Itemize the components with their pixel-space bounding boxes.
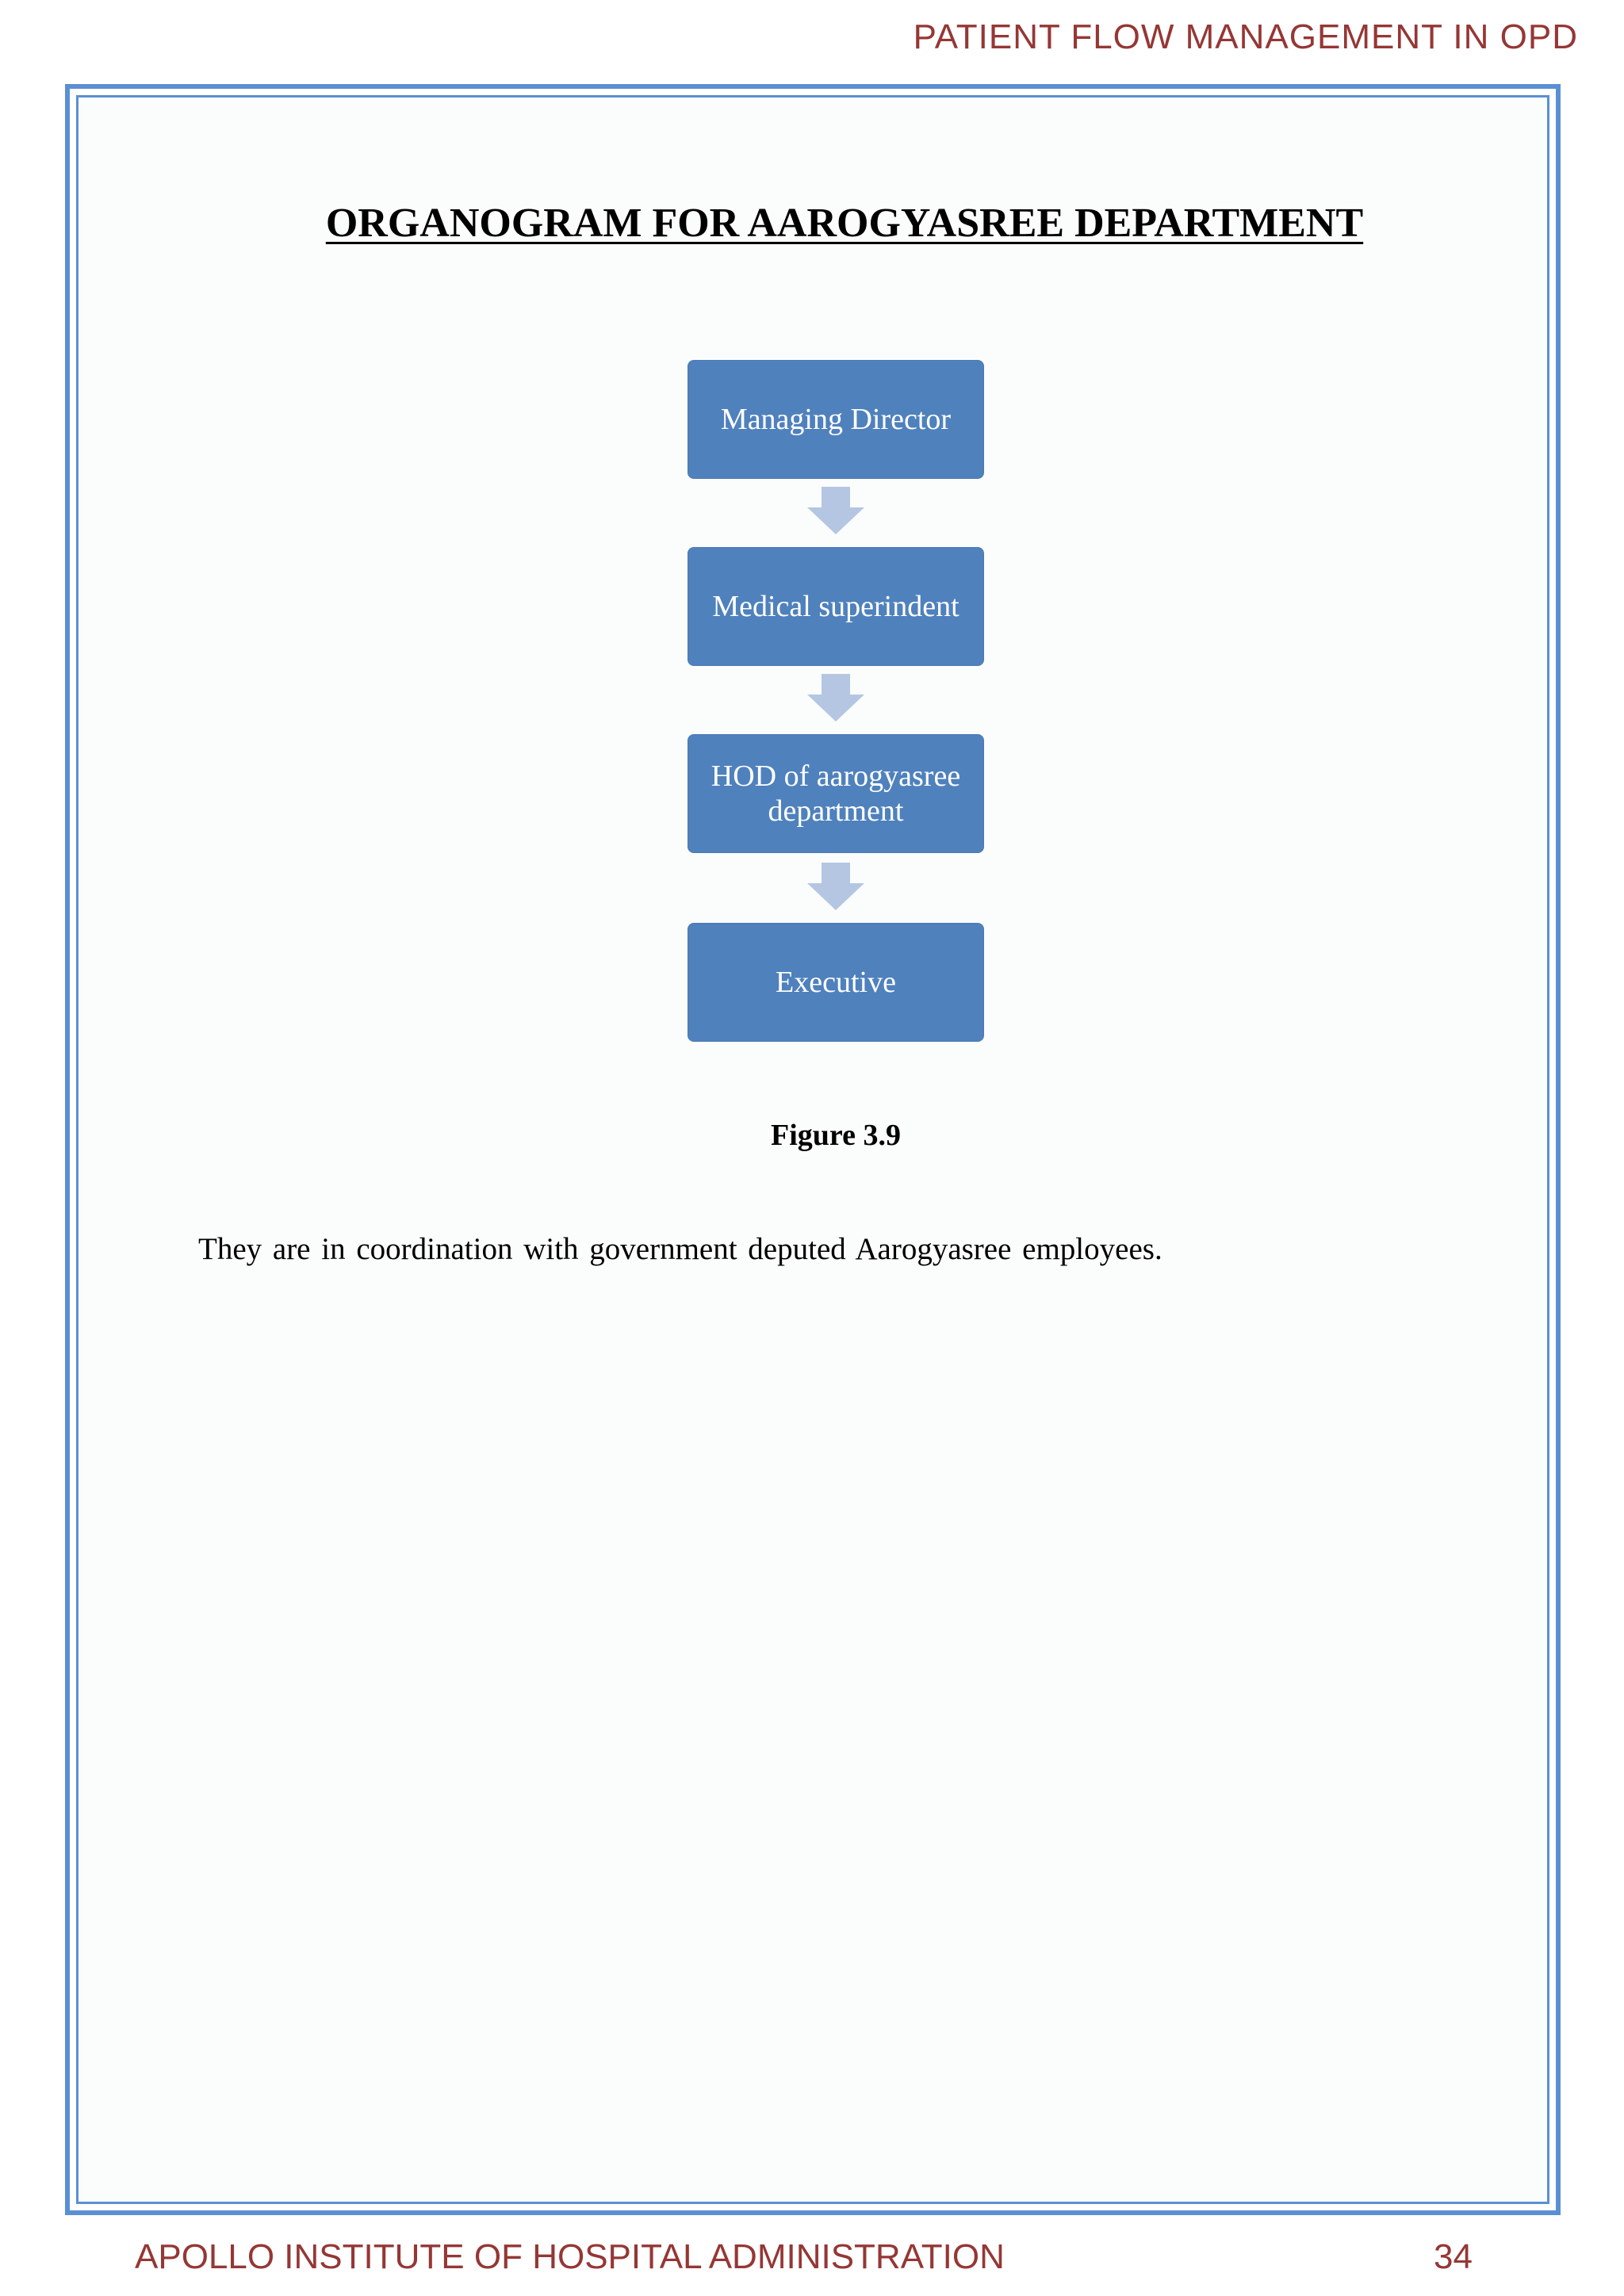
down-arrow-icon bbox=[807, 863, 864, 910]
org-box-medical-superintendent: Medical superindent bbox=[688, 547, 984, 666]
page-title: ORGANOGRAM FOR AAROGYASREE DEPARTMENT bbox=[325, 201, 1364, 246]
org-box-executive: Executive bbox=[688, 923, 984, 1042]
body-paragraph: They are in coordination with government deputed Aarogyasree employees. bbox=[198, 1232, 1162, 1266]
down-arrow-icon bbox=[807, 674, 864, 721]
org-box-managing-director: Managing Director bbox=[688, 360, 984, 479]
page-number: 34 bbox=[1434, 2237, 1473, 2276]
figure-caption: Figure 3.9 bbox=[771, 1119, 901, 1152]
running-header: PATIENT FLOW MANAGEMENT IN OPD bbox=[913, 17, 1578, 56]
running-footer: APOLLO INSTITUTE OF HOSPITAL ADMINISTRATION bbox=[135, 2237, 1005, 2276]
down-arrow-icon bbox=[807, 487, 864, 534]
org-box-hod-aarogyasree: HOD of aarogyasree department bbox=[688, 734, 984, 853]
